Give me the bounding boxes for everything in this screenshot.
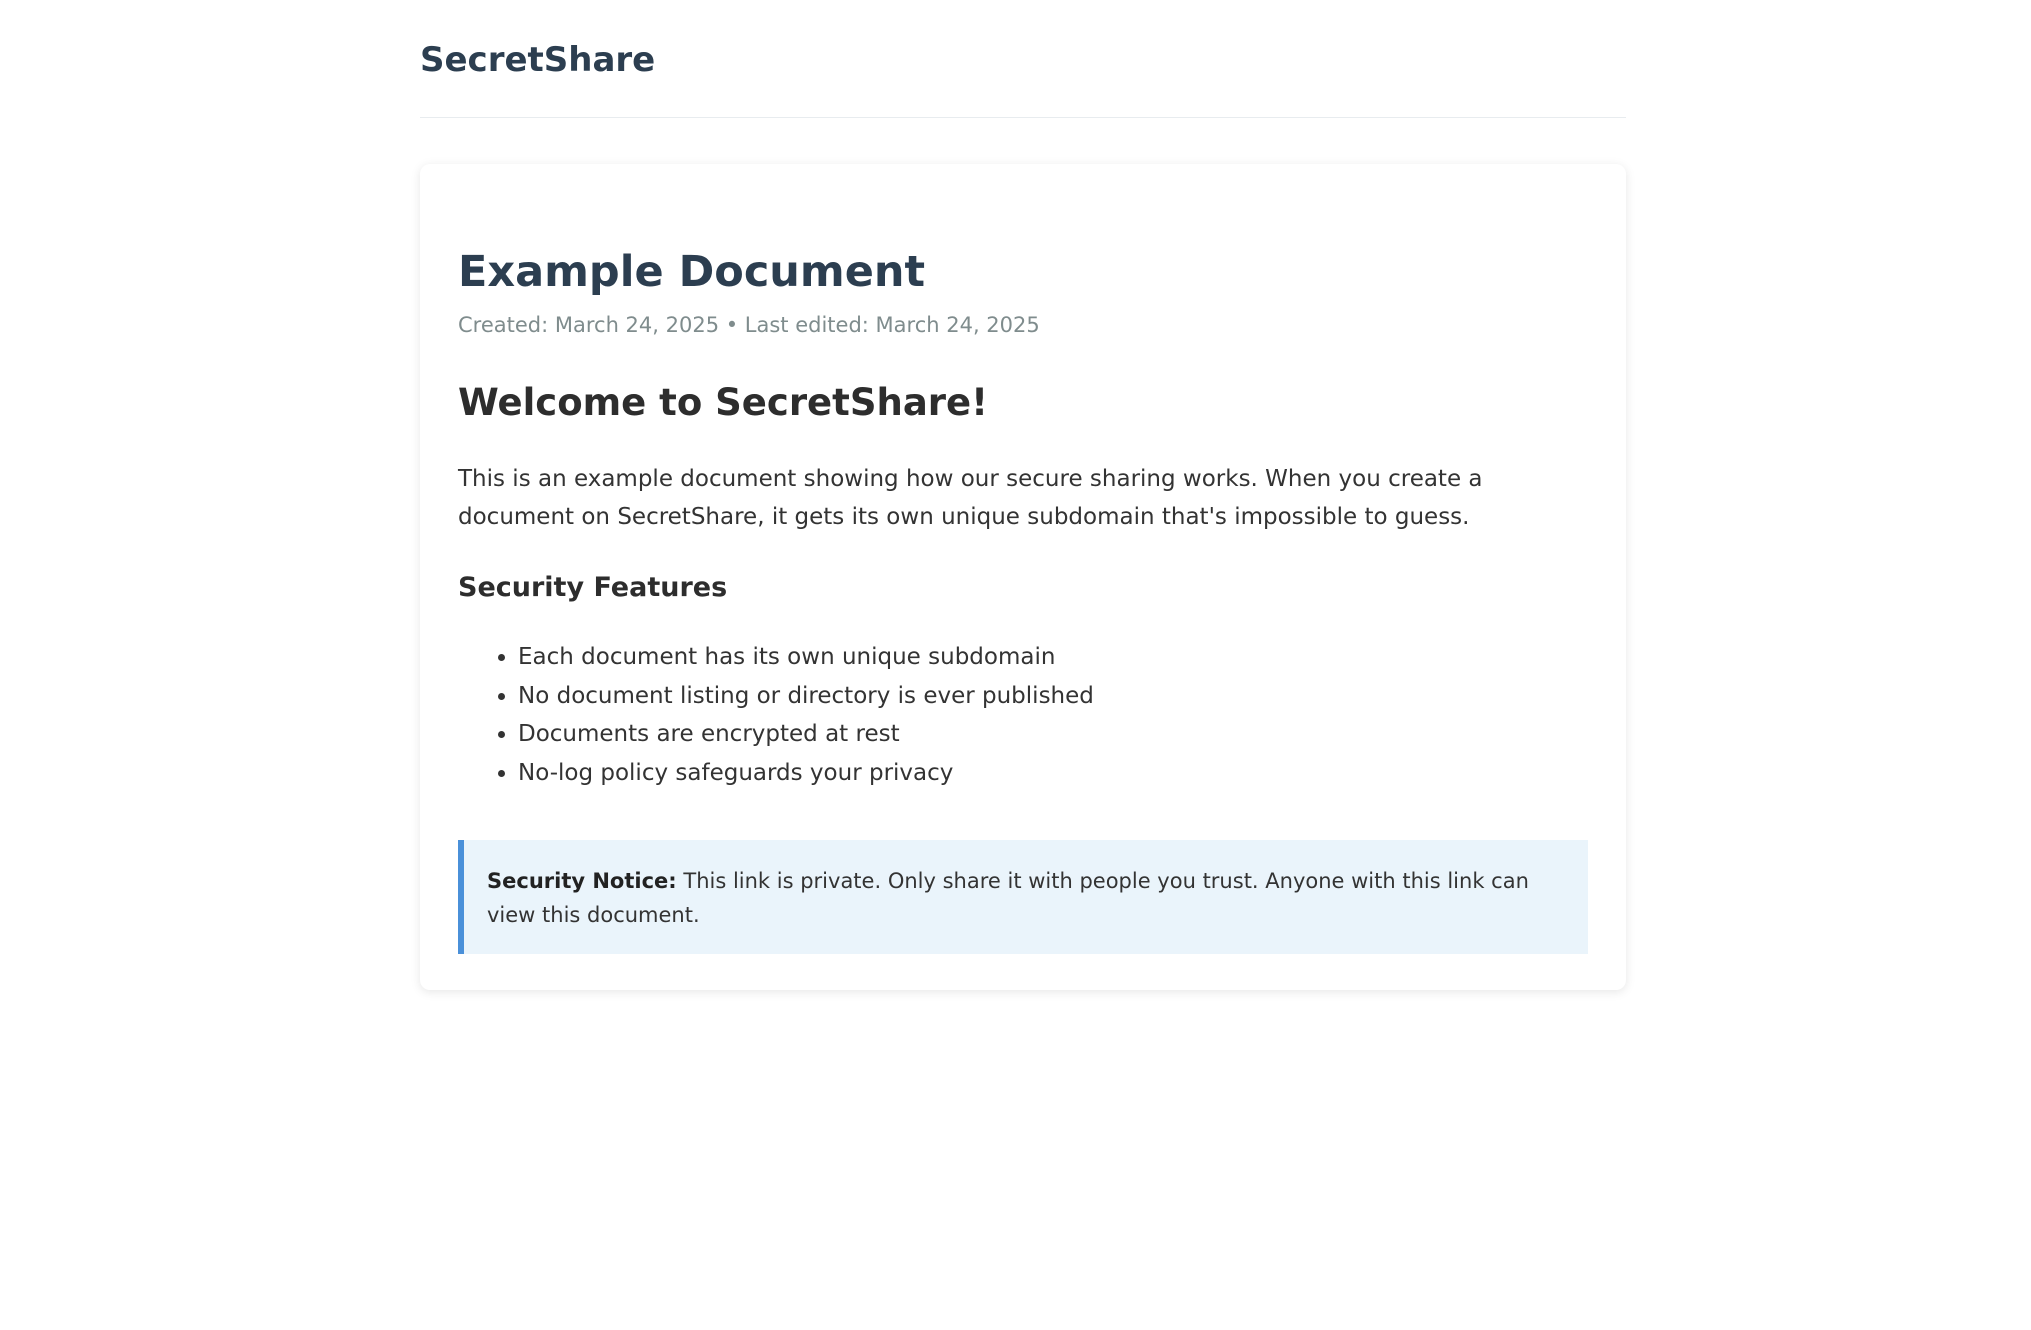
document-heading: Welcome to SecretShare! [458,381,989,424]
security-notice-text: This link is private. Only share it with people you trust. Anyone with this link can view this document. [487,869,1529,927]
security-notice-label: Security Notice: [487,869,677,893]
features-list [458,638,1094,792]
list-item: • No document listing or directory is ever published [518,677,1094,716]
list-item: • No-log policy safeguards your privacy [518,754,1094,793]
security-notice [458,840,1588,954]
page-container [420,0,1626,927]
document-meta: Created: March 24, 2025 • Last edited: March 24, 2025 [458,313,1040,337]
features-heading: Security Features [458,572,728,603]
list-item: • Documents are encrypted at rest [518,715,1094,754]
list-item: • Each document has its own unique subdomain [518,638,1094,677]
site-header [420,0,1626,118]
document-title: Example Document [458,247,926,297]
site-logo[interactable]: SecretShare [420,40,656,80]
document-card [420,164,1626,990]
intro-paragraph: This is an example document showing how our secure sharing works. When you create a document on SecretShare, it gets its own unique subdomain that's impossible to guess. [458,466,1483,530]
